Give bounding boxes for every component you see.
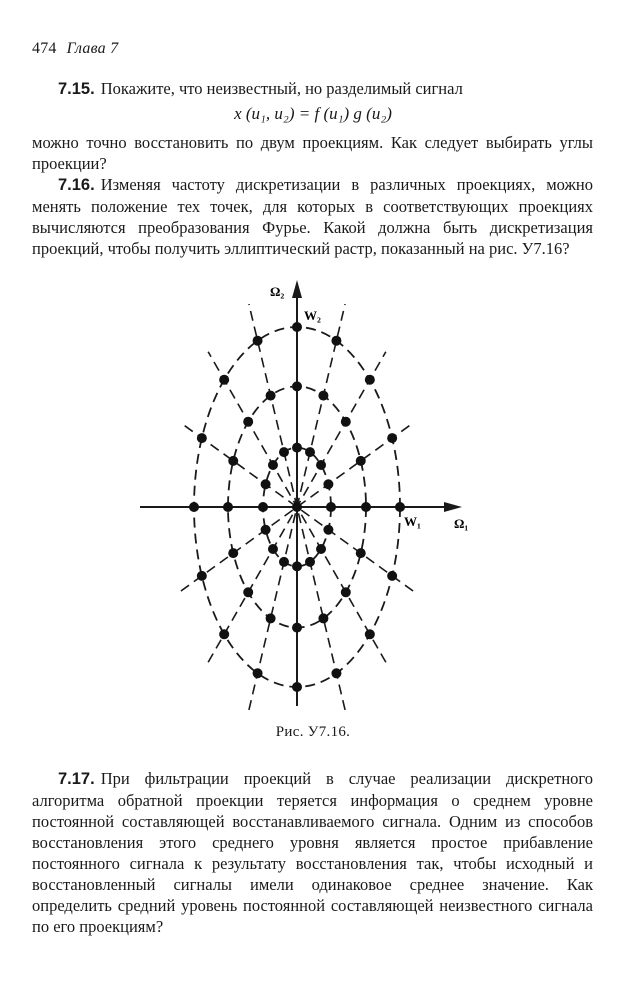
sample-point <box>268 544 278 554</box>
chapter-title: Глава 7 <box>66 40 119 57</box>
sample-point <box>292 443 302 453</box>
sample-point <box>323 525 333 535</box>
problem-7-15-text: можно точно восстановить по двум проекциям. Как следует выбирать углы проекции? <box>32 133 593 173</box>
problem-text: При фильтрации проекций в случае реализации дискретного алгоритма обратной проекции теряется информация о среднем уровне постоянной составляющей восстанавливаемого сигнала. Одним из способов восстановления этого среднего уровня является простое прибавление постоянного сигнала к результату восстановления так, чтобы исходный и восстановленный сигналы имели одинаковое среднее значение. Как определить средний уровень постоянной составляющей неизвестного сигнала по его проекциям? <box>32 769 593 936</box>
sample-point <box>318 391 328 401</box>
formula: x (u₁, u₂) = f (u₁) g (u₂) <box>234 104 392 123</box>
sample-point <box>341 587 351 597</box>
sample-point <box>387 433 397 443</box>
sample-point <box>356 548 366 558</box>
sample-point <box>292 623 302 633</box>
sample-point <box>361 502 371 512</box>
vertical-axis-arrow-icon <box>292 280 302 298</box>
sample-point <box>316 460 326 470</box>
sample-point <box>305 447 315 457</box>
sample-point <box>305 557 315 567</box>
w2-label: W₂ <box>304 308 321 323</box>
sample-point <box>243 587 253 597</box>
sample-point <box>356 456 366 466</box>
sample-point <box>292 561 302 571</box>
sample-point <box>189 502 199 512</box>
sample-point <box>261 479 271 489</box>
problem-7-17 <box>32 768 593 937</box>
origin-point <box>292 502 302 512</box>
sample-point <box>253 336 263 346</box>
sample-point <box>331 336 341 346</box>
sample-point <box>318 613 328 623</box>
sample-point <box>331 668 341 678</box>
sample-point <box>258 502 268 512</box>
problem-text: Изменяя частоту дискретизации в различных проекциях, можно менять положение тех точек, для которых в соответствующих проекциях вычисляются преобразования Фурье. Какой должна быть дискретизация проекций, чтобы получить эллиптический растр, показанный на рис. У7.16? <box>32 175 593 258</box>
sample-point <box>228 548 238 558</box>
axis-x-label: Ω₁ <box>454 516 469 531</box>
sample-point <box>219 375 229 385</box>
sample-point <box>326 502 336 512</box>
sample-point <box>292 682 302 692</box>
problem-number: 7.16. <box>58 176 95 194</box>
sample-point <box>292 381 302 391</box>
sample-point <box>292 322 302 332</box>
sample-point <box>197 571 207 581</box>
figure-caption: Рис. У7.16. <box>275 724 351 740</box>
sample-point <box>387 571 397 581</box>
sample-point <box>341 417 351 427</box>
problem-number: 7.15. <box>58 80 95 98</box>
sample-point <box>261 525 271 535</box>
sample-point <box>395 502 405 512</box>
sample-point <box>253 668 263 678</box>
sample-point <box>323 479 333 489</box>
sample-point <box>266 391 276 401</box>
sample-point <box>365 629 375 639</box>
problem-intro-text: Покажите, что неизвестный, но разделимый сигнал <box>100 79 463 98</box>
page-number: 474 <box>32 40 57 57</box>
sample-point <box>279 447 289 457</box>
sample-point <box>365 375 375 385</box>
horizontal-axis-arrow-icon <box>444 502 462 512</box>
sample-point <box>266 613 276 623</box>
sample-point <box>316 544 326 554</box>
sample-point <box>223 502 233 512</box>
sample-point <box>219 629 229 639</box>
sample-point <box>279 557 289 567</box>
sample-point <box>197 433 207 443</box>
w1-label: W₁ <box>404 514 421 529</box>
problem-number: 7.17. <box>58 770 95 788</box>
sample-point <box>268 460 278 470</box>
sample-point <box>228 456 238 466</box>
sample-point <box>243 417 253 427</box>
axis-y-label: Ω₂ <box>270 284 285 299</box>
